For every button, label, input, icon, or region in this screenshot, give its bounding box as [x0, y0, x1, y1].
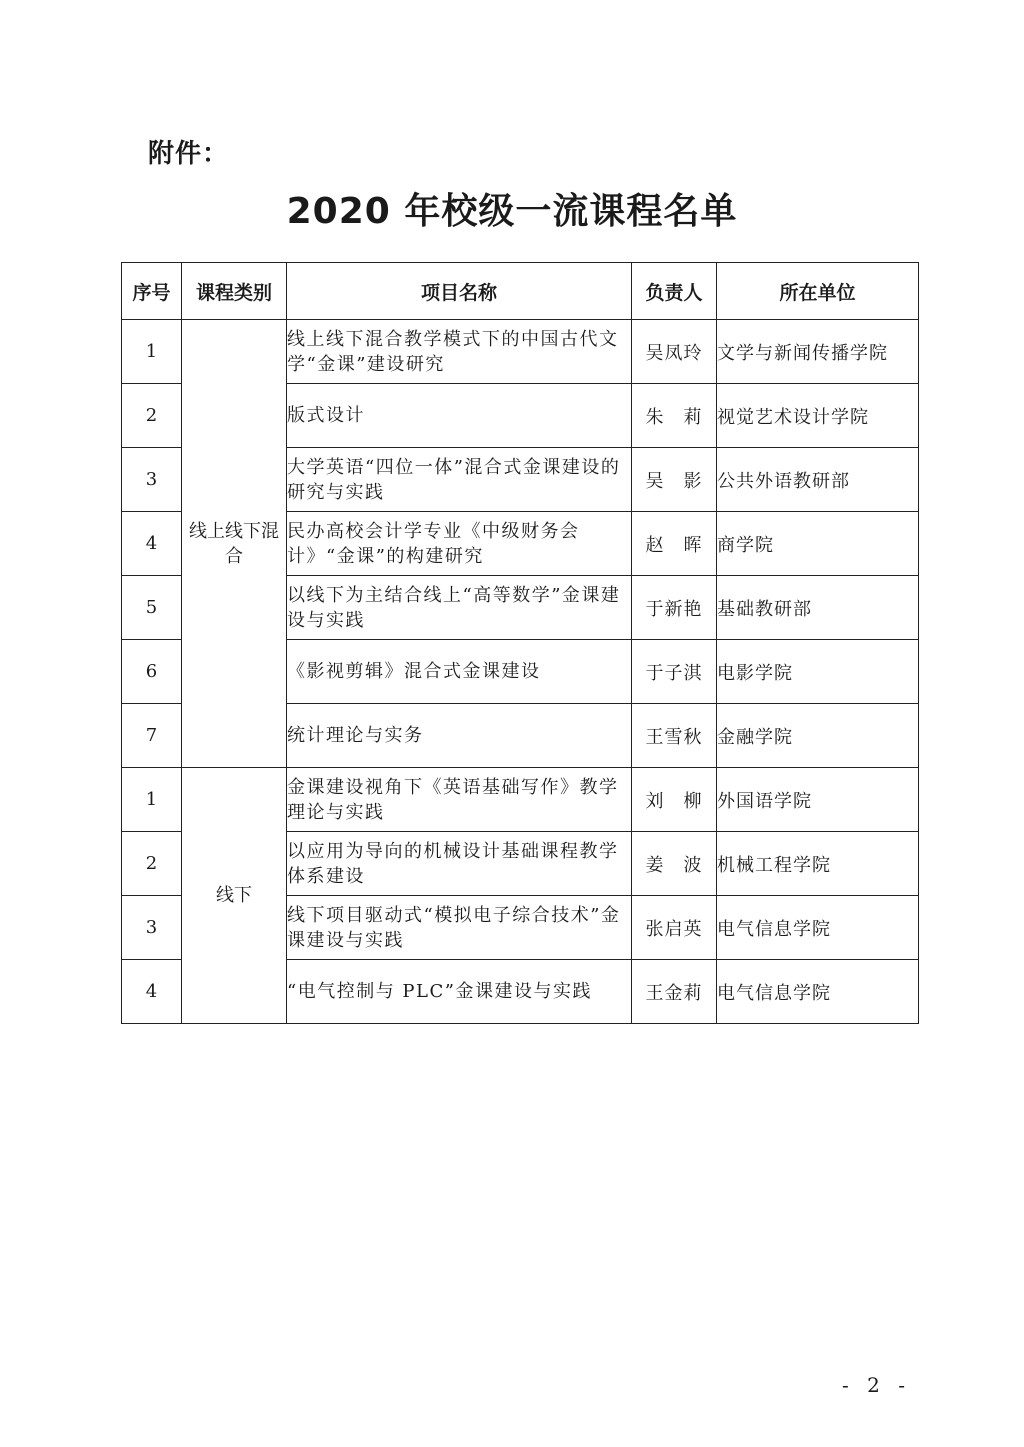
person-in-charge: 张启英 — [632, 896, 717, 960]
row-no: 4 — [122, 512, 182, 576]
row-no: 5 — [122, 576, 182, 640]
row-no: 1 — [122, 768, 182, 832]
unit: 金融学院 — [717, 704, 919, 768]
project-name: “电气控制与 PLC”金课建设与实践 — [287, 960, 632, 1024]
row-no: 6 — [122, 640, 182, 704]
category-cell: 线下 — [182, 768, 287, 1024]
project-name: 统计理论与实务 — [287, 704, 632, 768]
row-no: 4 — [122, 960, 182, 1024]
row-no: 2 — [122, 384, 182, 448]
person-in-charge: 于子淇 — [632, 640, 717, 704]
person-in-charge: 朱 莉 — [632, 384, 717, 448]
table-row — [122, 768, 919, 832]
unit: 机械工程学院 — [717, 832, 919, 896]
header-person: 负责人 — [632, 263, 717, 320]
header-unit: 所在单位 — [717, 263, 919, 320]
project-name: 民办高校会计学专业《中级财务会计》“金课”的构建研究 — [287, 512, 632, 576]
unit: 电影学院 — [717, 640, 919, 704]
course-list-table — [121, 262, 919, 1024]
header-project-name: 项目名称 — [287, 263, 632, 320]
row-no: 2 — [122, 832, 182, 896]
person-in-charge: 王金莉 — [632, 960, 717, 1024]
row-no: 1 — [122, 320, 182, 384]
project-name: 金课建设视角下《英语基础写作》教学理论与实践 — [287, 768, 632, 832]
document-title: 2020 年校级一流课程名单 — [286, 191, 738, 232]
row-no: 3 — [122, 896, 182, 960]
person-in-charge: 吴凤玲 — [632, 320, 717, 384]
unit: 电气信息学院 — [717, 960, 919, 1024]
header-category: 课程类别 — [182, 263, 287, 320]
person-in-charge: 王雪秋 — [632, 704, 717, 768]
attachment-label: 附件： — [148, 139, 230, 169]
table-header-row — [122, 263, 919, 320]
unit: 文学与新闻传播学院 — [717, 320, 919, 384]
project-name: 大学英语“四位一体”混合式金课建设的研究与实践 — [287, 448, 632, 512]
unit: 视觉艺术设计学院 — [717, 384, 919, 448]
row-no: 3 — [122, 448, 182, 512]
page-number: - 2 - — [842, 1373, 911, 1397]
header-no: 序号 — [122, 263, 182, 320]
project-name: 线上线下混合教学模式下的中国古代文学“金课”建设研究 — [287, 320, 632, 384]
row-no: 7 — [122, 704, 182, 768]
unit: 商学院 — [717, 512, 919, 576]
project-name: 以应用为导向的机械设计基础课程教学体系建设 — [287, 832, 632, 896]
project-name: 版式设计 — [287, 384, 632, 448]
unit: 电气信息学院 — [717, 896, 919, 960]
person-in-charge: 吴 影 — [632, 448, 717, 512]
project-name: 《影视剪辑》混合式金课建设 — [287, 640, 632, 704]
table-row — [122, 320, 919, 384]
unit: 公共外语教研部 — [717, 448, 919, 512]
project-name: 以线下为主结合线上“高等数学”金课建设与实践 — [287, 576, 632, 640]
unit: 外国语学院 — [717, 768, 919, 832]
category-cell: 线上线下混合 — [182, 320, 287, 768]
person-in-charge: 于新艳 — [632, 576, 717, 640]
person-in-charge: 赵 晖 — [632, 512, 717, 576]
project-name: 线下项目驱动式“模拟电子综合技术”金课建设与实践 — [287, 896, 632, 960]
unit: 基础教研部 — [717, 576, 919, 640]
person-in-charge: 姜 波 — [632, 832, 717, 896]
person-in-charge: 刘 柳 — [632, 768, 717, 832]
